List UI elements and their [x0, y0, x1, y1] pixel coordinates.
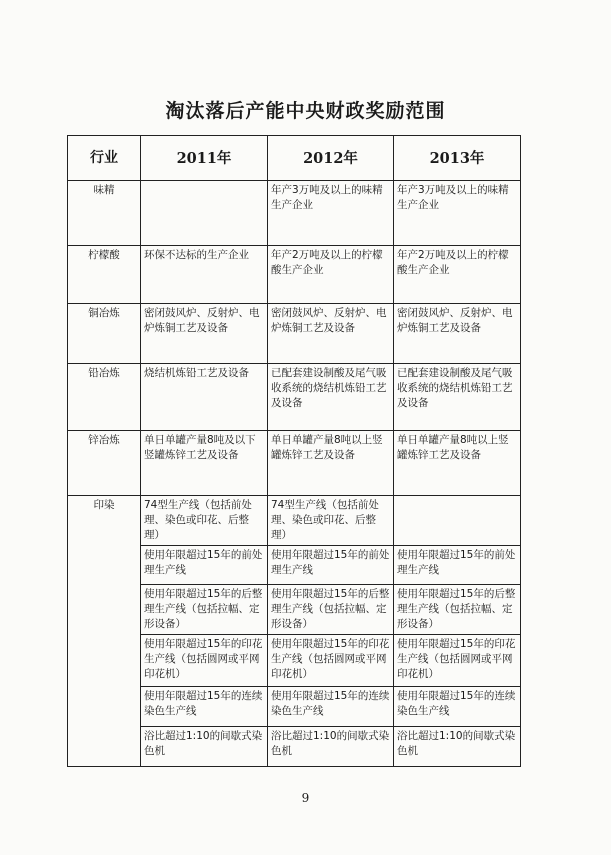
cell-2013: 使用年限超过15年的后整理生产线（包括拉幅、定形设备） — [394, 585, 521, 635]
cell-2011: 单日单罐产量8吨及以下竖罐炼锌工艺及设备 — [141, 431, 268, 496]
table-row — [68, 364, 521, 431]
cell-2012: 已配套建设制酸及尾气吸收系统的烧结机炼铅工艺及设备 — [268, 364, 394, 431]
page-number: 9 — [301, 791, 310, 805]
page-title: 淘汰落后产能中央财政奖励范围 — [165, 100, 446, 122]
cell-2011: 环保不达标的生产企业 — [141, 246, 268, 304]
header-industry: 行业 — [68, 136, 141, 181]
table-header-row — [68, 136, 521, 181]
table-row — [68, 496, 521, 546]
cell-2012: 年产2万吨及以上的柠檬酸生产企业 — [268, 246, 394, 304]
cell-2011: 使用年限超过15年的前处理生产线 — [141, 546, 268, 585]
cell-2012: 使用年限超过15年的后整理生产线（包括拉幅、定形设备） — [268, 585, 394, 635]
cell-2013: 使用年限超过15年的印花生产线（包括圆网或平网印花机） — [394, 635, 521, 687]
cell-2011: 使用年限超过15年的连续染色生产线 — [141, 687, 268, 727]
industry-cell: 柠檬酸 — [68, 246, 141, 304]
cell-2012: 使用年限超过15年的前处理生产线 — [268, 546, 394, 585]
cell-2012: 浴比超过1:10的间歇式染色机 — [268, 727, 394, 767]
cell-2012: 单日单罐产量8吨以上竖罐炼锌工艺及设备 — [268, 431, 394, 496]
cell-2011: 密闭鼓风炉、反射炉、电炉炼铜工艺及设备 — [141, 304, 268, 364]
cell-2013: 年产3万吨及以上的味精生产企业 — [394, 181, 521, 246]
cell-2011: 浴比超过1:10的间歇式染色机 — [141, 727, 268, 767]
header-2012: 2012年 — [268, 136, 394, 181]
industry-cell: 铜冶炼 — [68, 304, 141, 364]
table-row — [68, 246, 521, 304]
cell-2011: 74型生产线（包括前处理、染色或印花、后整理） — [141, 496, 268, 546]
reward-scope-table — [67, 135, 521, 767]
header-2011: 2011年 — [141, 136, 268, 181]
cell-2013: 使用年限超过15年的连续染色生产线 — [394, 687, 521, 727]
table-row — [68, 304, 521, 364]
cell-2011 — [141, 181, 268, 246]
cell-2012: 使用年限超过15年的印花生产线（包括圆网或平网印花机） — [268, 635, 394, 687]
header-2013: 2013年 — [394, 136, 521, 181]
cell-2011: 烧结机炼铅工艺及设备 — [141, 364, 268, 431]
cell-2011: 使用年限超过15年的印花生产线（包括圆网或平网印花机） — [141, 635, 268, 687]
cell-2012: 密闭鼓风炉、反射炉、电炉炼铜工艺及设备 — [268, 304, 394, 364]
cell-2013: 使用年限超过15年的前处理生产线 — [394, 546, 521, 585]
cell-2013 — [394, 496, 521, 546]
cell-2013: 浴比超过1:10的间歇式染色机 — [394, 727, 521, 767]
table-row — [68, 431, 521, 496]
industry-cell: 印染 — [68, 496, 141, 767]
industry-cell: 铅冶炼 — [68, 364, 141, 431]
cell-2012: 年产3万吨及以上的味精生产企业 — [268, 181, 394, 246]
industry-cell: 锌冶炼 — [68, 431, 141, 496]
cell-2012: 使用年限超过15年的连续染色生产线 — [268, 687, 394, 727]
cell-2013: 密闭鼓风炉、反射炉、电炉炼铜工艺及设备 — [394, 304, 521, 364]
cell-2012: 74型生产线（包括前处理、染色或印花、后整理） — [268, 496, 394, 546]
cell-2013: 已配套建设制酸及尾气吸收系统的烧结机炼铅工艺及设备 — [394, 364, 521, 431]
table-row — [68, 181, 521, 246]
cell-2011: 使用年限超过15年的后整理生产线（包括拉幅、定形设备） — [141, 585, 268, 635]
cell-2013: 年产2万吨及以上的柠檬酸生产企业 — [394, 246, 521, 304]
industry-cell: 味精 — [68, 181, 141, 246]
cell-2013: 单日单罐产量8吨以上竖罐炼锌工艺及设备 — [394, 431, 521, 496]
